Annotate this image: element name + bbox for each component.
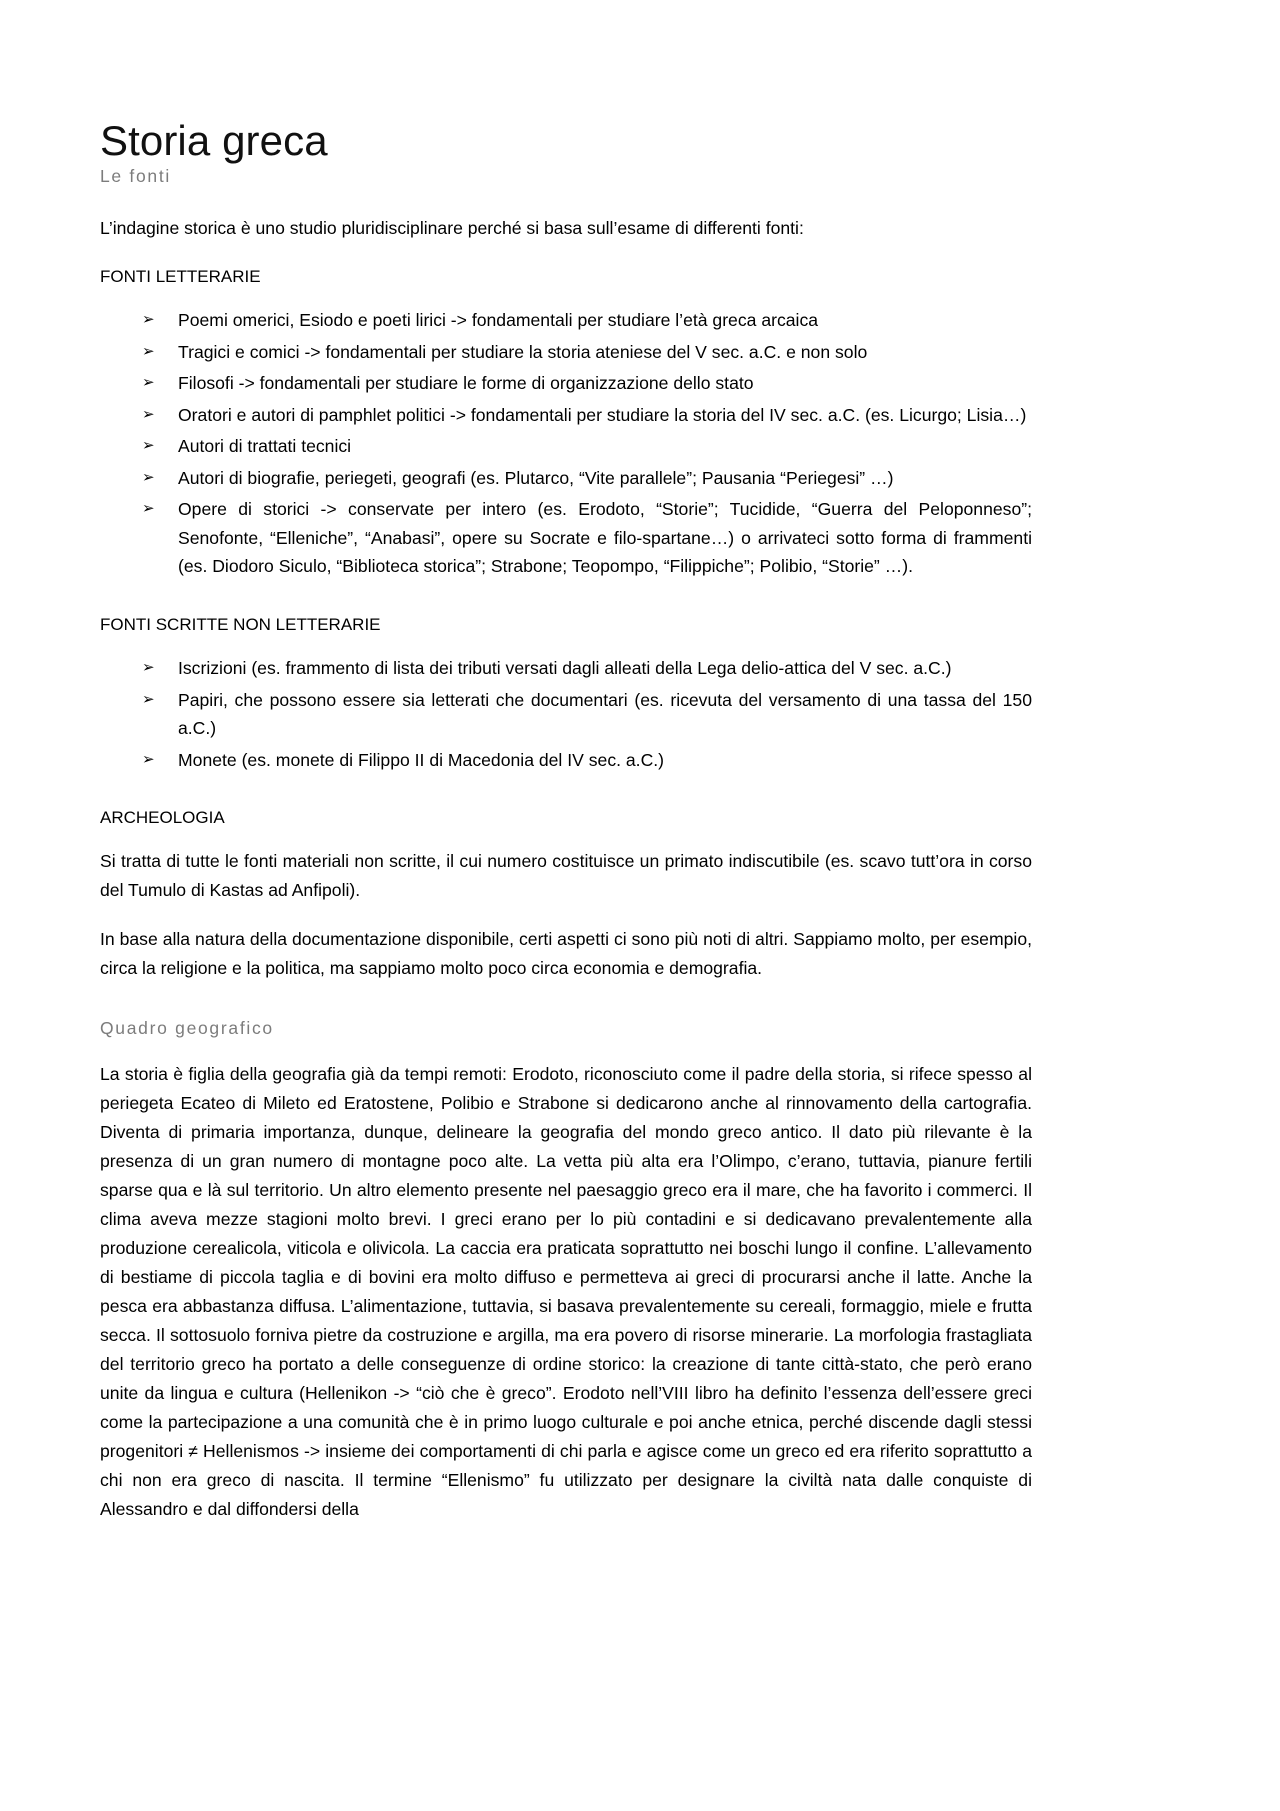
list-item <box>100 401 1032 430</box>
list-item <box>100 654 1032 683</box>
arrow-bullet-icon: ➢ <box>142 341 155 360</box>
arrow-bullet-icon: ➢ <box>142 499 155 518</box>
section-label-fonti-scritte-non-letterarie: FONTI SCRITTE NON LETTERARIE <box>100 614 381 634</box>
list-item-label: Oratori e autori di pamphlet politici -> fondamentali per studiare la storia del IV sec. a.C. (es. Licurgo; Lisia…) <box>178 404 1027 425</box>
list-item-label: Autori di trattati tecnici <box>178 436 352 457</box>
arrow-bullet-icon: ➢ <box>142 310 155 329</box>
list-fonti-scritte-non-letterarie <box>100 654 1032 774</box>
list-item-label: Poemi omerici, Esiodo e poeti lirici -> fondamentali per studiare l’età greca arcaica <box>178 310 819 331</box>
list-item-label: Tragici e comici -> fondamentali per studiare la storia ateniese del V sec. a.C. e non solo <box>178 341 868 362</box>
section-label-fonti-letterarie: FONTI LETTERARIE <box>100 267 261 287</box>
list-item <box>100 306 1032 335</box>
intro-paragraph: L’indagine storica è uno studio pluridisciplinare perché si basa sull’esame di differenti fonti: <box>100 218 804 239</box>
arrow-bullet-icon: ➢ <box>142 436 155 455</box>
archeologia-paragraph-2: In base alla natura della documentazione disponibile, certi aspetti ci sono più noti di altri. Sappiamo molto, per esempio, circa la religione e la politica, ma sappiamo molto poco circa economia e demografia. <box>100 929 1032 979</box>
page-title: Storia greca <box>100 117 328 164</box>
subtitle-quadro-geografico: Quadro geografico <box>100 1018 274 1039</box>
list-item-label: Monete (es. monete di Filippo II di Macedonia del IV sec. a.C.) <box>178 749 665 770</box>
list-item-label: Papiri, che possono essere sia letterati che documentari (es. ricevuta del versamento di una tassa del 150 a.C.) <box>178 689 1032 738</box>
list-item-label: Opere di storici -> conservate per intero (es. Erodoto, “Storie”; Tucidide, “Guerra del Peloponneso”; Senofonte, “Elleniche”, “Anabasi”, opere su Socrate e filo-spartane…) o arrivateci sotto forma di frammenti (es. Diodoro Siculo, “Biblioteca storica”; Strabone; Teopompo, “Filippiche”; Polibio, “Storie” …). <box>178 499 1032 577</box>
section-label-archeologia: ARCHEOLOGIA <box>100 808 225 827</box>
quadro-geografico-paragraph: La storia è figlia della geografia già da tempi remoti: Erodoto, riconosciuto come il padre della storia, si rifece spesso al periegeta Ecateo di Mileto ed Eratostene, Polibio e Strabone si dedicarono anche al rinnovamento della cartografia. Diventa di primaria importanza, dunque, delineare la geografia del mondo greco antico. Il dato più rilevante è la presenza di un gran numero di montagne poco alte. La vetta più alta era l’Olimpo, c’erano, tuttavia, pianure fertili sparse qua e là sul territorio. Un altro elemento presente nel paesaggio greco era il mare, che ha favorito i commerci. Il clima aveva mezze stagioni molto brevi. I greci erano per lo più contadini e si dedicavano prevalentemente alla produzione cerealicola, viticola e olivicola. La caccia era praticata soprattutto nei boschi lungo il confine. L’allevamento di bestiame di piccola taglia e di bovini era molto diffuso e permetteva ai greci di procurarsi anche il latte. Anche la pesca era abbastanza diffusa. L’alimentazione, tuttavia, si basava prevalentemente su cereali, formaggio, miele e frutta secca. Il sottosuolo forniva pietre da costruzione e argilla, ma era povero di risorse minerarie. La morfologia frastagliata del territorio greco ha portato a delle conseguenze di ordine storico: la creazione di tante città-stato, che però erano unite da lingua e cultura (Hellenikon -> “ciò che è greco”. Erodoto nell’VIII libro ha definito l’essenza dell’essere greci come la partecipazione a una comunità che è in primo luogo culturale e poi anche etnica, perché discende dagli stessi progenitori ≠ Hellenismos -> insieme dei comportamenti di chi parla e agisce come un greco ed era riferito soprattutto a chi non era greco di nascita. Il termine “Ellenismo” fu utilizzato per designare la civiltà nata dalle conquiste di Alessandro e dal diffondersi della <box>100 1064 1032 1520</box>
list-item <box>100 464 1032 493</box>
arrow-bullet-icon: ➢ <box>142 658 155 676</box>
list-item-label: Autori di biografie, periegeti, geografi (es. Plutarco, “Vite parallele”; Pausania “Periegesi” …) <box>178 467 894 488</box>
list-item <box>100 432 1032 461</box>
arrow-bullet-icon: ➢ <box>142 689 155 708</box>
list-item-label: Iscrizioni (es. frammento di lista dei tributi versati dagli alleati della Lega delio-attica del V sec. a.C.) <box>178 658 952 678</box>
arrow-bullet-icon: ➢ <box>142 373 155 392</box>
archeologia-paragraph-1: Si tratta di tutte le fonti materiali non scritte, il cui numero costituisce un primato indiscutibile (es. scavo tutt’ora in corso del Tumulo di Kastas ad Anfipoli). <box>100 851 1032 901</box>
list-item <box>100 338 1032 367</box>
list-item <box>100 495 1032 581</box>
list-item-label: Filosofi -> fondamentali per studiare le forme di organizzazione dello stato <box>178 373 754 394</box>
list-fonti-letterarie <box>100 306 1032 581</box>
list-item <box>100 369 1032 398</box>
arrow-bullet-icon: ➢ <box>142 404 155 423</box>
arrow-bullet-icon: ➢ <box>142 749 155 768</box>
subtitle-le-fonti: Le fonti <box>100 166 172 187</box>
arrow-bullet-icon: ➢ <box>142 467 155 486</box>
list-item <box>100 686 1032 743</box>
list-item <box>100 746 1032 775</box>
